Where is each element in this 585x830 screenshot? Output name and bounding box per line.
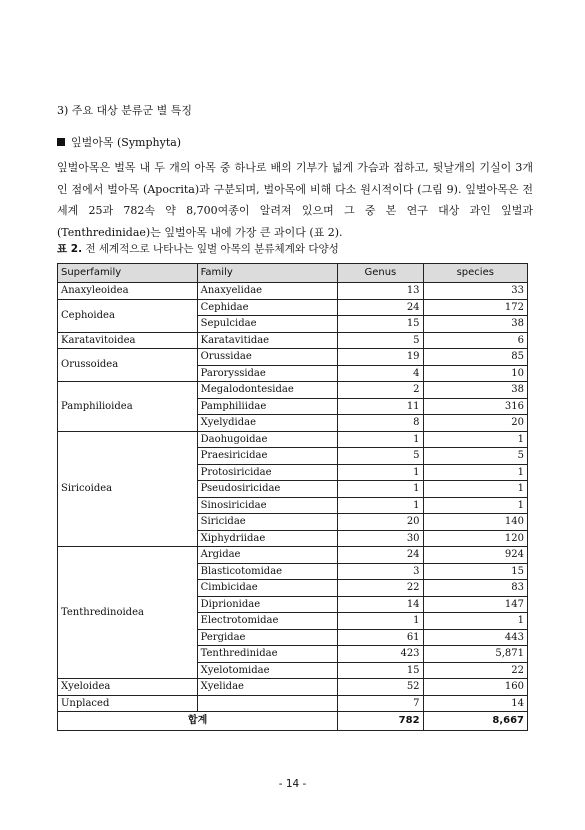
table-row — [58, 547, 528, 564]
header-family: Family — [197, 264, 338, 283]
table-caption-text: 전 세계적으로 나타나는 잎벌 아목의 분류체계와 다양성 — [85, 243, 339, 255]
species-cell: 38 — [423, 382, 527, 399]
table-row — [58, 349, 528, 366]
family-cell: Megalodontesidae — [197, 382, 338, 399]
table-row — [58, 332, 528, 349]
page-number: - 14 - — [278, 778, 307, 790]
genus-cell: 15 — [338, 662, 423, 679]
superfamily-cell: Tenthredinoidea — [58, 547, 198, 679]
family-cell: Praesiricidae — [197, 448, 338, 465]
family-cell: Argidae — [197, 547, 338, 564]
subsection-title: 잎벌아목 (Symphyta) — [71, 136, 182, 149]
genus-cell: 11 — [338, 398, 423, 415]
family-cell: Xiphydriidae — [197, 530, 338, 547]
genus-cell: 14 — [338, 596, 423, 613]
species-cell: 38 — [423, 316, 527, 333]
table-row — [58, 679, 528, 696]
species-cell: 1 — [423, 613, 527, 630]
species-cell: 172 — [423, 299, 527, 316]
species-cell: 14 — [423, 695, 527, 712]
genus-cell: 5 — [338, 332, 423, 349]
genus-cell: 1 — [338, 481, 423, 498]
family-cell: Pamphiliidae — [197, 398, 338, 415]
species-cell: 924 — [423, 547, 527, 564]
species-cell: 1 — [423, 497, 527, 514]
genus-cell: 1 — [338, 464, 423, 481]
superfamily-cell: Pamphilioidea — [58, 382, 198, 432]
family-cell: Diprionidae — [197, 596, 338, 613]
family-cell: Blasticotomidae — [197, 563, 338, 580]
table-row — [58, 431, 528, 448]
square-bullet-icon — [57, 138, 65, 146]
species-cell: 120 — [423, 530, 527, 547]
superfamily-cell: Siricoidea — [58, 431, 198, 547]
table-header-row — [58, 264, 528, 283]
superfamily-cell: Orussoidea — [58, 349, 198, 382]
genus-cell: 1 — [338, 613, 423, 630]
table-row — [58, 283, 528, 300]
header-species: species — [423, 264, 527, 283]
superfamily-cell: Anaxyleoidea — [58, 283, 198, 300]
species-cell: 316 — [423, 398, 527, 415]
genus-cell: 24 — [338, 547, 423, 564]
species-cell: 1 — [423, 481, 527, 498]
genus-cell: 1 — [338, 431, 423, 448]
family-cell: Pseudosiricidae — [197, 481, 338, 498]
body-paragraph: 잎벌아목은 벌목 내 두 개의 아목 중 하나로 배의 기부가 넓게 가슴과 접하고, 뒷날개의 기실이 3개인 점에서 벌아목 (Apocrita)과 구분되며, 벌아목에 비해 다소 원시적이다 (그림 9). 잎벌아목은 전세계 25과 782속 약 8,700여종이 알려져 있으며 그 중 본 연구 대상 과인 잎벌과 (Tenthredinidae)는 잎벌아목 내에 가장 큰 과이다 (표 2). — [57, 161, 533, 239]
family-cell: Cephidae — [197, 299, 338, 316]
genus-cell: 1 — [338, 497, 423, 514]
family-cell: Tenthredinidae — [197, 646, 338, 663]
subsection-heading — [57, 134, 181, 150]
species-cell: 83 — [423, 580, 527, 597]
species-cell: 85 — [423, 349, 527, 366]
genus-cell: 4 — [338, 365, 423, 382]
table-caption-label: 표 2. — [57, 243, 83, 255]
total-species: 8,667 — [423, 712, 527, 731]
species-cell: 33 — [423, 283, 527, 300]
genus-cell: 3 — [338, 563, 423, 580]
species-cell: 443 — [423, 629, 527, 646]
superfamily-cell: Unplaced — [58, 695, 198, 712]
genus-cell: 22 — [338, 580, 423, 597]
table-total-row — [58, 712, 528, 731]
genus-cell: 8 — [338, 415, 423, 432]
genus-cell: 20 — [338, 514, 423, 531]
species-cell: 20 — [423, 415, 527, 432]
genus-cell: 423 — [338, 646, 423, 663]
genus-cell: 2 — [338, 382, 423, 399]
genus-cell: 19 — [338, 349, 423, 366]
total-label: 합계 — [58, 712, 338, 731]
family-cell: Pergidae — [197, 629, 338, 646]
classification-table — [57, 263, 528, 731]
family-cell: Protosiricidae — [197, 464, 338, 481]
header-superfamily: Superfamily — [58, 264, 198, 283]
family-cell: Xyelidae — [197, 679, 338, 696]
species-cell: 1 — [423, 431, 527, 448]
family-cell: Siricidae — [197, 514, 338, 531]
family-cell: Sepulcidae — [197, 316, 338, 333]
table-row — [58, 695, 528, 712]
family-cell: Anaxyelidae — [197, 283, 338, 300]
genus-cell: 24 — [338, 299, 423, 316]
family-cell — [197, 695, 338, 712]
family-cell: Xyelotomidae — [197, 662, 338, 679]
superfamily-cell: Xyeloidea — [58, 679, 198, 696]
species-cell: 1 — [423, 464, 527, 481]
species-cell: 5,871 — [423, 646, 527, 663]
family-cell: Xyelydidae — [197, 415, 338, 432]
family-cell: Paroryssidae — [197, 365, 338, 382]
table-caption — [57, 241, 339, 256]
genus-cell: 52 — [338, 679, 423, 696]
species-cell: 5 — [423, 448, 527, 465]
section-heading: 3) 주요 대상 분류군 별 특징 — [57, 104, 193, 117]
table-row — [58, 299, 528, 316]
superfamily-cell: Karatavitoidea — [58, 332, 198, 349]
family-cell: Daohugoidae — [197, 431, 338, 448]
species-cell: 22 — [423, 662, 527, 679]
genus-cell: 7 — [338, 695, 423, 712]
family-cell: Electrotomidae — [197, 613, 338, 630]
species-cell: 15 — [423, 563, 527, 580]
genus-cell: 61 — [338, 629, 423, 646]
family-cell: Karatavitidae — [197, 332, 338, 349]
species-cell: 147 — [423, 596, 527, 613]
genus-cell: 15 — [338, 316, 423, 333]
family-cell: Orussidae — [197, 349, 338, 366]
species-cell: 10 — [423, 365, 527, 382]
species-cell: 140 — [423, 514, 527, 531]
genus-cell: 30 — [338, 530, 423, 547]
family-cell: Cimbicidae — [197, 580, 338, 597]
species-cell: 160 — [423, 679, 527, 696]
genus-cell: 5 — [338, 448, 423, 465]
table-body — [58, 283, 528, 731]
species-cell: 6 — [423, 332, 527, 349]
genus-cell: 13 — [338, 283, 423, 300]
total-genus: 782 — [338, 712, 423, 731]
superfamily-cell: Cephoidea — [58, 299, 198, 332]
family-cell: Sinosiricidae — [197, 497, 338, 514]
header-genus: Genus — [338, 264, 423, 283]
table-row — [58, 382, 528, 399]
